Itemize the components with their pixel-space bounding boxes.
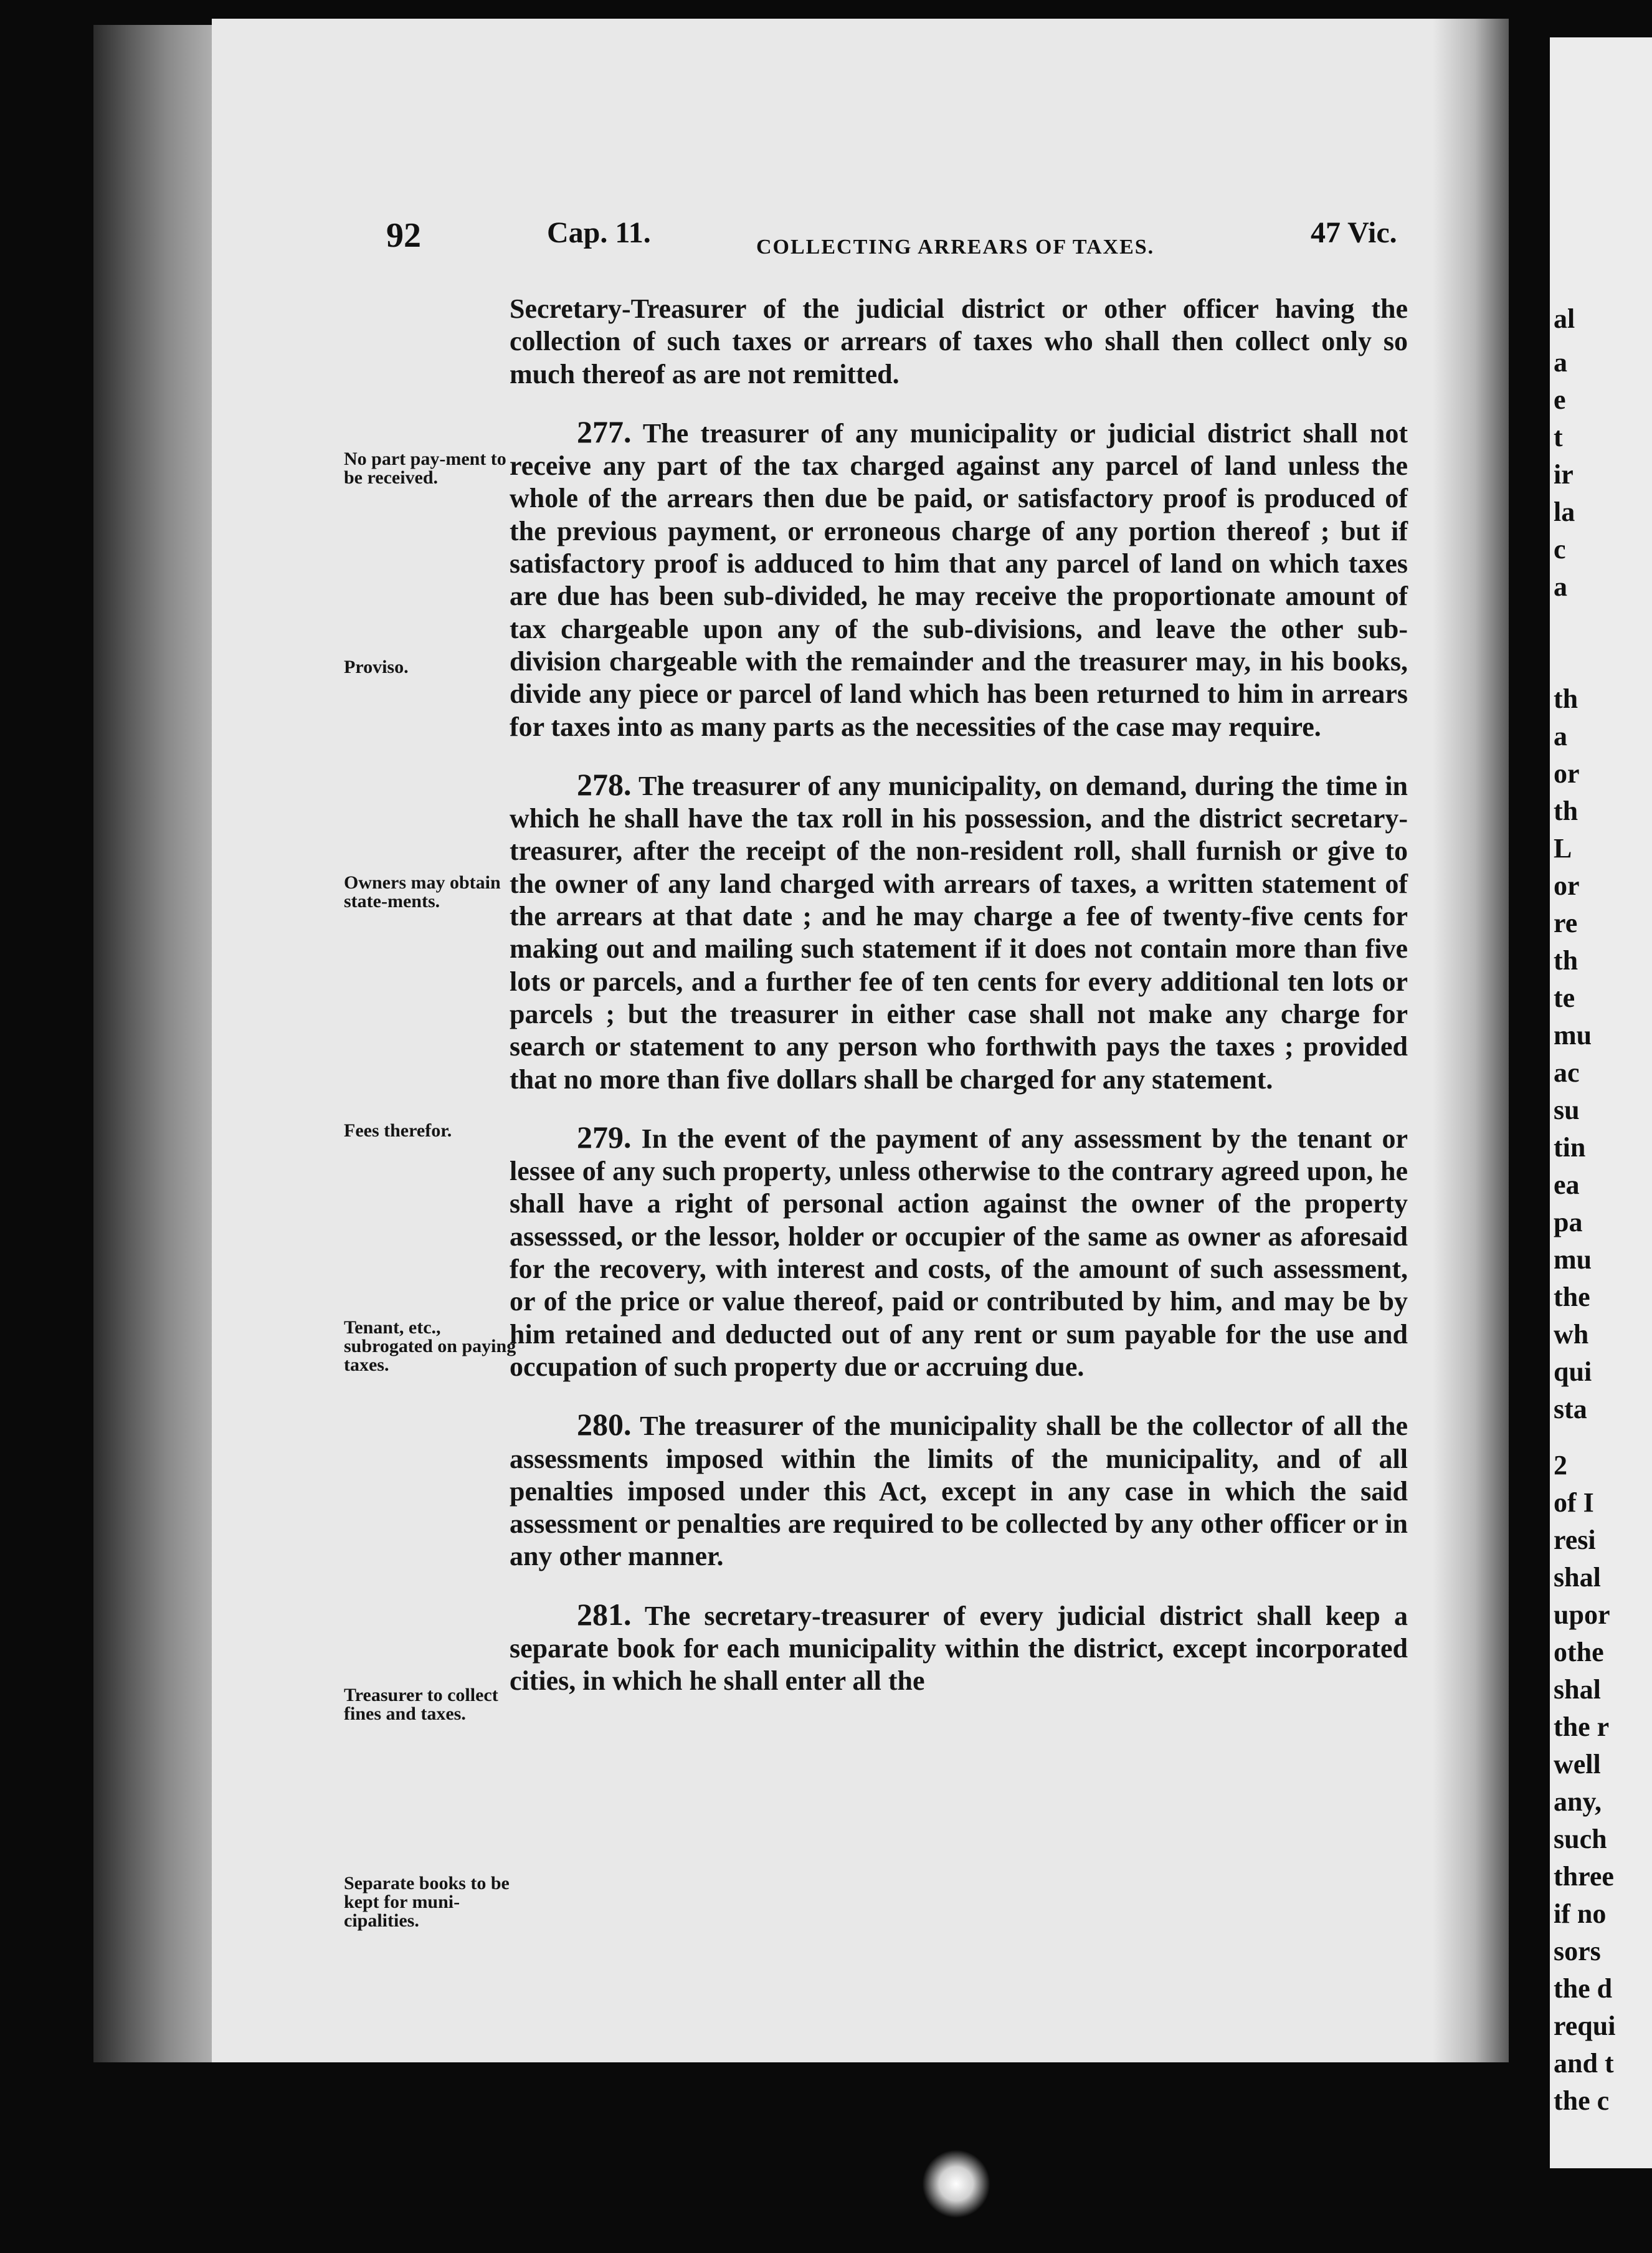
facing-text: shal [1554,1562,1601,1593]
facing-text: the c [1554,2085,1610,2116]
facing-text: mu [1554,1244,1592,1275]
page-number: 92 [386,216,421,255]
section-277 [510,416,1408,743]
facing-text: well [1554,1749,1601,1779]
facing-text: three [1554,1861,1614,1892]
facing-text: requi [1554,2011,1616,2041]
facing-text: a [1554,721,1567,751]
facing-text: te [1554,983,1575,1013]
facing-text: pa [1554,1207,1583,1237]
section-281 [510,1598,1408,1698]
facing-text: wh [1554,1319,1589,1350]
facing-text: a [1554,571,1567,602]
running-title: COLLECTING ARREARS OF TAXES. [756,236,1155,259]
facing-text: al [1554,303,1575,334]
continuation-paragraph: Secretary-Treasurer of the judicial district or other officer having the collection of such taxes or arrears of taxes who shall then collect only so much thereof as are not remitted. [510,293,1408,389]
facing-text: ea [1554,1169,1580,1200]
facing-text: e [1554,384,1566,415]
section-text: The treasurer of the municipality shall be the collector of all the assessments imposed within the limits of the municipality, and of all penalties imposed under this Act, except in any case in which the said assessment or penalties are required to be collected by any other officer or in any other manner. [510,1411,1408,1572]
section-280 [510,1408,1408,1573]
margin-note-treasurer-collect: Treasurer to collect fines and taxes. [344,1685,498,1724]
facing-text: L [1554,833,1572,864]
facing-text: any, [1554,1786,1602,1817]
section-number: 279. [577,1119,632,1155]
facing-text: ir [1554,459,1574,490]
section-text: In the event of the payment of any assessment by the tenant or lessee of any such property, unless otherwise to the contrary agreed upon, he shall have a right of personal action against the owner of the property assesssed, or the lessor, holder or occupier of the same as owner as aforesaid for the recovery, with interest and costs, of the amount of such assessment, or of the price or value thereof, paid or contributed by him, and may be by him retained and deducted out of any rent or sum payable for the use and occupation of such property due or accruing due. [510,1123,1408,1382]
section-number: 281. [577,1596,632,1632]
facing-text: the d [1554,1973,1613,2004]
facing-text: and t [1554,2048,1614,2079]
facing-text: upor [1554,1599,1610,1630]
margin-note-fees: Fees therefor. [344,1120,452,1141]
facing-text: a [1554,347,1567,378]
regnal-year: 47 Vic. [1311,216,1397,249]
page-gutter-shadow [1433,19,1509,2062]
facing-text: th [1554,796,1578,826]
facing-text: shal [1554,1674,1601,1705]
margin-note-separate-books: Separate books to be kept for muni-cipalities. [344,1873,510,1931]
facing-text: mu [1554,1020,1592,1050]
facing-text: if no [1554,1898,1607,1929]
margin-note-owners-statements: Owners may obtain state-ments. [344,872,501,912]
section-text: The treasurer of any municipality, on demand, during the time in which he shall have the tax roll in his possession, and the district secretary-treasurer, after the receipt of the non-resident roll, shall furnish or give to the owner of any land charged with arrears of taxes, a written statement of the arrears at that date ; and he may charge a fee of twenty-five cents for making out and mailing such statement if it does not contain more than five lots or parcels, and a further fee of ten cents for every additional ten lots or parcels ; but the treasurer in either case shall not make any charge for search or statement to any person who forthwith pays the taxes ; provided that no more than five dollars shall be charged for any statement. [510,770,1408,1095]
facing-text: t [1554,422,1563,452]
facing-text: othe [1554,1637,1604,1667]
section-text: The secretary-treasurer of every judicial district shall keep a separate book for each municipality within the district, except incorporated cities, in which he shall enter all the [510,1600,1408,1697]
facing-text: ac [1554,1057,1580,1088]
margin-note-no-part-payment: No part pay-ment to be received. [344,449,506,488]
facing-text: sta [1554,1394,1587,1424]
section-278 [510,768,1408,1096]
chapter-label: Cap. 11. [547,216,651,249]
facing-text: sors [1554,1936,1601,1966]
facing-page-fragment [1550,37,1652,2168]
facing-text: th [1554,684,1578,714]
facing-text: tin [1554,1132,1586,1163]
facing-text: c [1554,534,1566,564]
facing-text: 2 [1554,1450,1567,1480]
facing-text: su [1554,1095,1580,1125]
facing-text: resi [1554,1525,1596,1555]
section-number: 278. [577,766,632,802]
facing-text: of I [1554,1487,1594,1518]
facing-text: the r [1554,1712,1610,1742]
facing-text: the [1554,1282,1590,1312]
margin-note-proviso: Proviso. [344,657,409,677]
facing-text: or [1554,758,1580,789]
section-279 [510,1121,1408,1383]
book-binding-edge [93,25,218,2062]
facing-text: such [1554,1824,1607,1854]
section-text: The treasurer of any municipality or judicial district shall not receive any part of the tax charged against any parcel of land unless the whole of the arrears then due be paid, or satisfactory proof is produced of the previous payment, or erroneous charge of any portion thereof ; but if satisfactory proof is adduced to him that any parcel of land on which taxes are due has been sub-divided, he may receive the proportionate amount of tax chargeable upon any of the sub-divisions, and leave the other sub-division chargeable with the remainder and the treasurer may, in his books, divide any piece or parcel of land which has been returned to him in arrears for taxes into as many parts as the necessities of the case may require. [510,417,1408,742]
light-flare [922,2150,990,2218]
section-number: 280. [577,1407,632,1442]
page-body [510,293,1408,1698]
facing-text: or [1554,870,1580,901]
section-number: 277. [577,414,632,449]
facing-text: la [1554,497,1575,527]
facing-text: re [1554,908,1578,938]
facing-text: th [1554,945,1578,976]
margin-note-tenant: Tenant, etc., subrogated on paying taxes. [344,1317,516,1375]
facing-text: qui [1554,1356,1592,1387]
